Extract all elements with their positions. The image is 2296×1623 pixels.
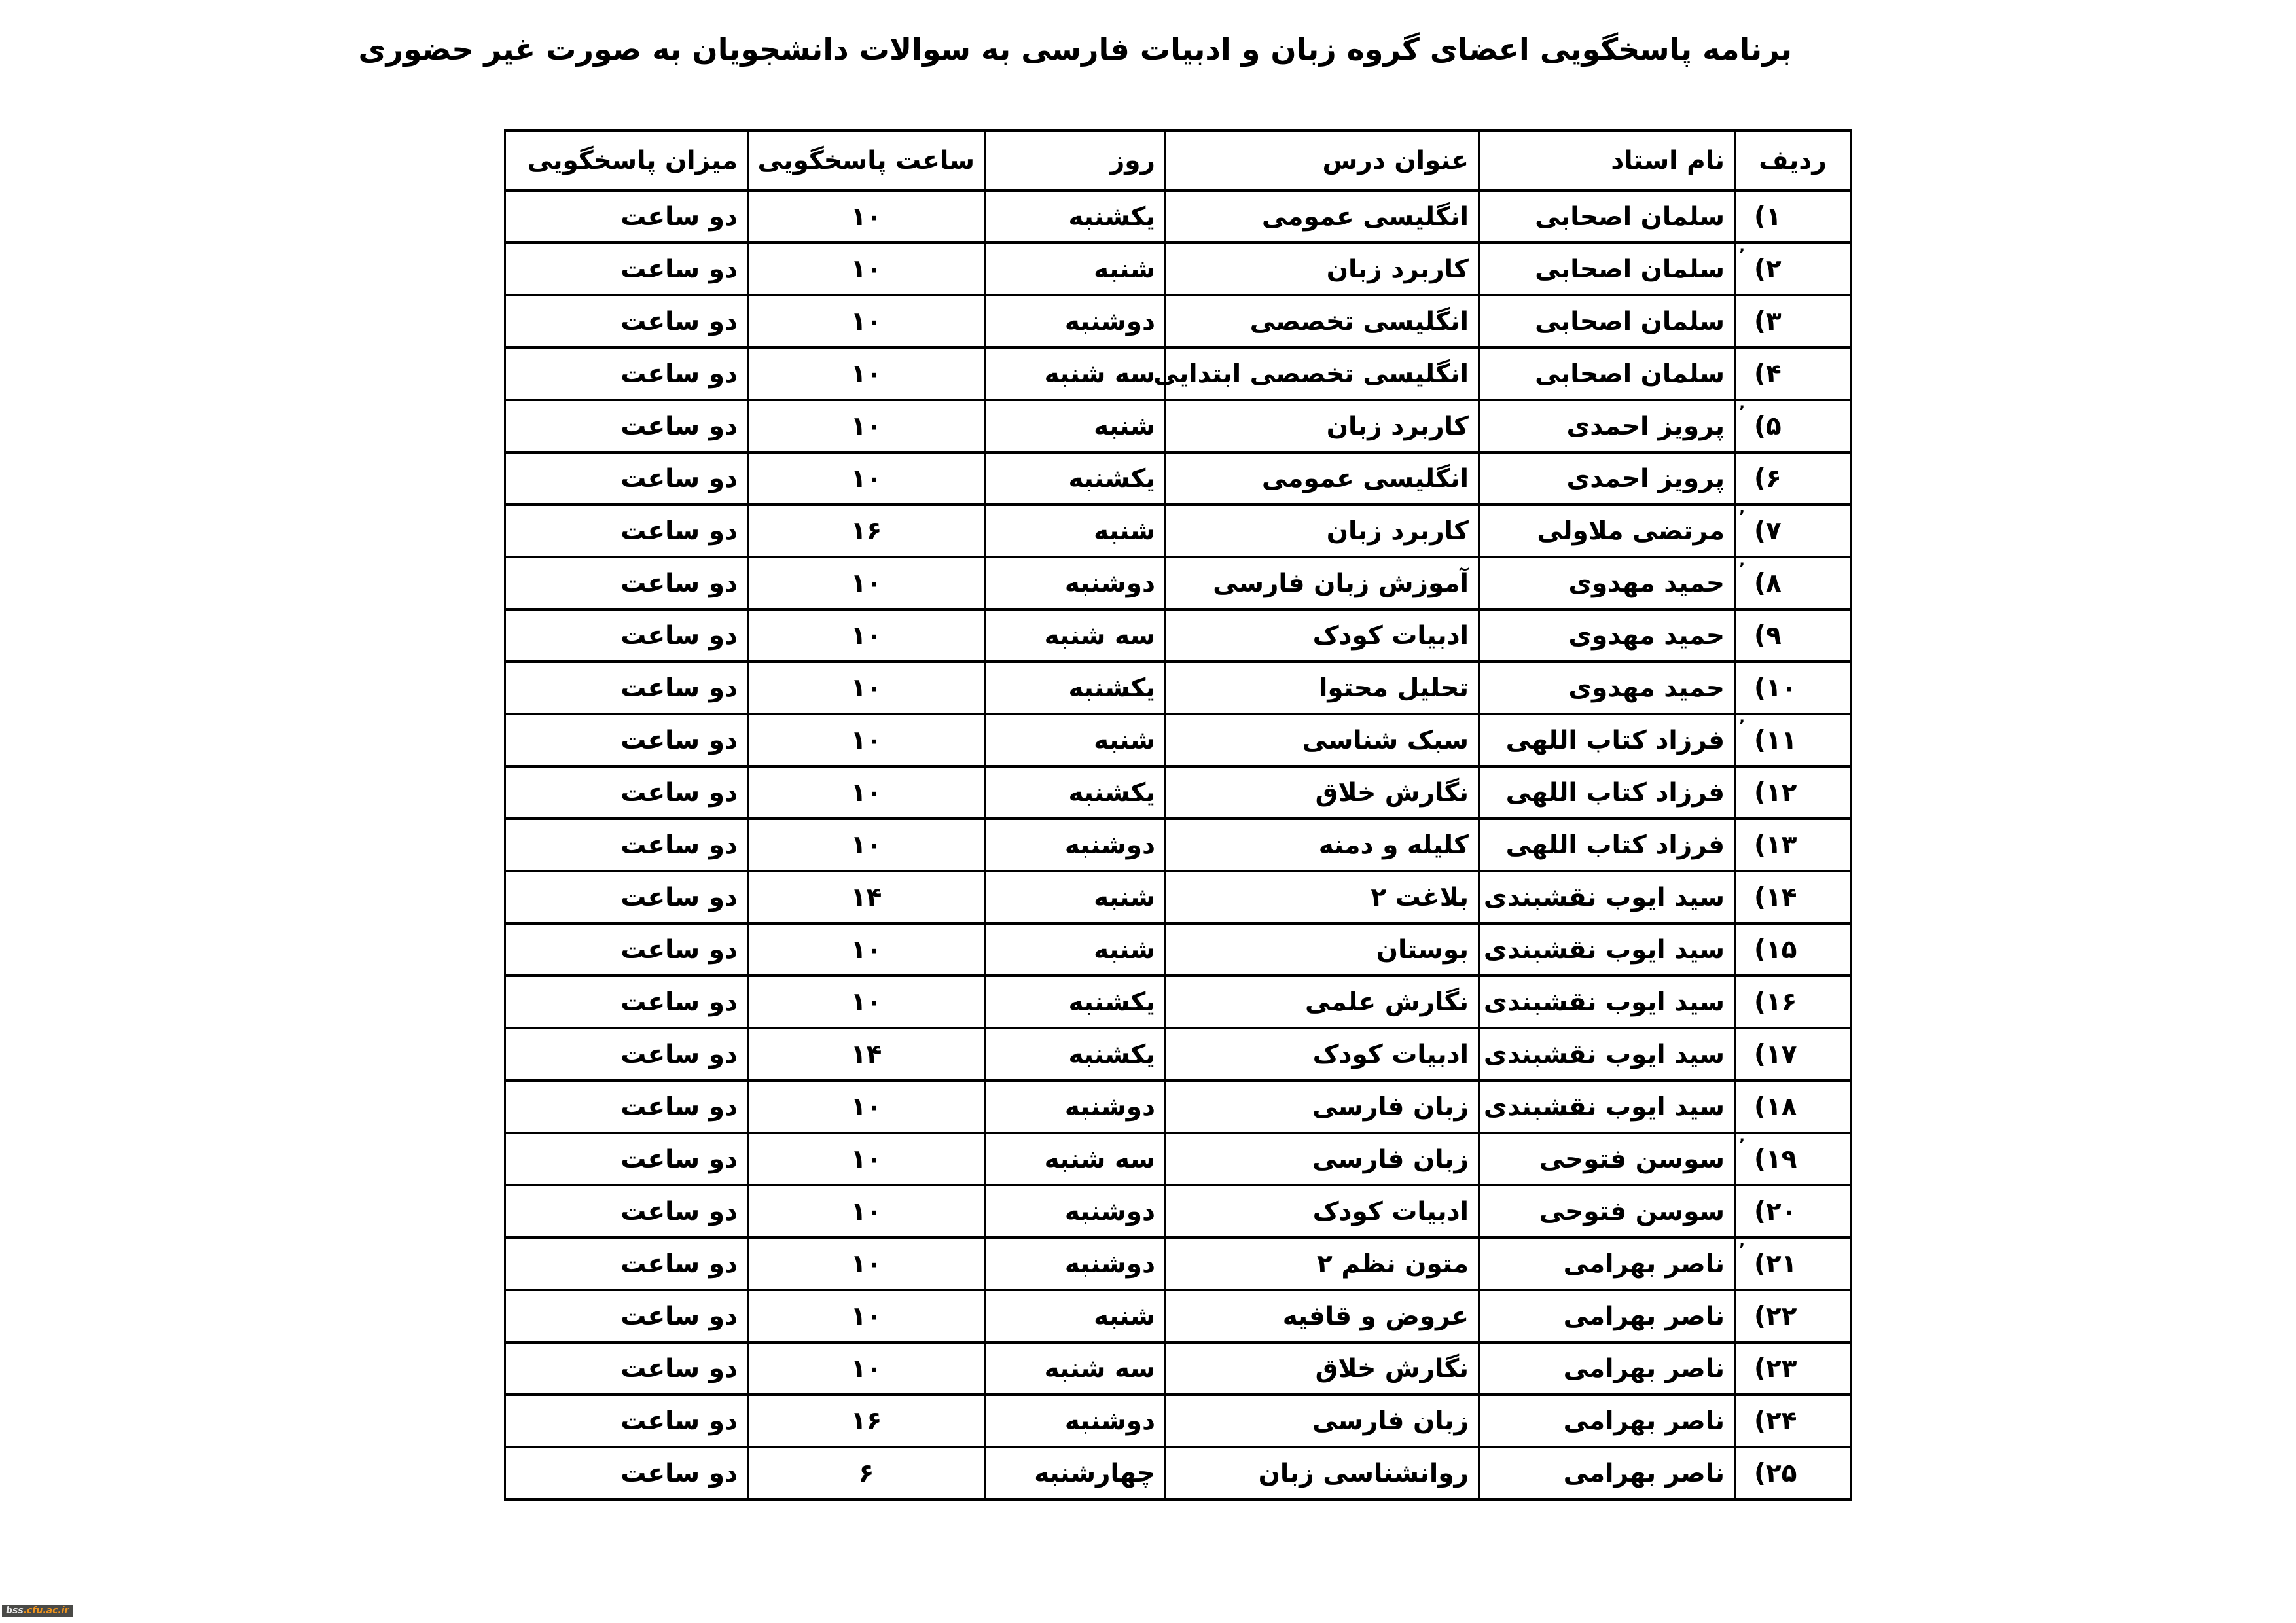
cell-answer-duration: دو ساعت	[505, 1342, 748, 1395]
cell-teacher-name: حمید مهدوی	[1479, 609, 1735, 662]
cell-row-number	[1735, 609, 1851, 662]
cell-course-title: زبان فارسی	[1166, 1395, 1479, 1447]
row-number-text: ۱۴)	[1754, 882, 1797, 912]
cell-row-number	[1735, 1342, 1851, 1395]
cell-teacher-name: سلمان اصحابی	[1479, 295, 1735, 348]
cell-teacher-name: سلمان اصحابی	[1479, 243, 1735, 295]
table-row	[505, 1133, 1851, 1185]
cell-teacher-name: سید ایوب نقشبندی	[1479, 1028, 1735, 1080]
cell-teacher-name: سید ایوب نقشبندی	[1479, 923, 1735, 976]
cell-teacher-name: فرزاد کتاب اللهی	[1479, 819, 1735, 871]
cell-row-number	[1735, 295, 1851, 348]
cell-day: دوشنبه	[985, 295, 1166, 348]
table-row	[505, 400, 1851, 452]
table-row	[505, 1395, 1851, 1447]
cell-answer-hour: ۱۰	[748, 1238, 985, 1290]
schedule-table	[504, 129, 1852, 1501]
cell-course-title: نگارش علمی	[1166, 976, 1479, 1028]
cell-row-number	[1735, 1133, 1851, 1185]
cell-answer-duration: دو ساعت	[505, 766, 748, 819]
table-row	[505, 976, 1851, 1028]
cell-teacher-name: ناصر بهرامی	[1479, 1342, 1735, 1395]
row-number-text: ۲۱)	[1754, 1249, 1797, 1279]
cell-answer-hour: ۱۰	[748, 243, 985, 295]
row-number-text: ۱۱)	[1754, 725, 1797, 755]
table-header	[505, 130, 1851, 190]
cell-answer-hour: ۱۰	[748, 714, 985, 766]
cell-teacher-name: سلمان اصحابی	[1479, 348, 1735, 400]
cell-course-title: انگلیسی تخصصی	[1166, 295, 1479, 348]
cell-answer-hour: ۱۶	[748, 505, 985, 557]
row-number-text: ۱۷)	[1754, 1039, 1797, 1069]
cell-teacher-name: سوسن فتوحی	[1479, 1185, 1735, 1238]
cell-answer-hour: ۱۰	[748, 662, 985, 714]
cell-row-number	[1735, 976, 1851, 1028]
cell-teacher-name: فرزاد کتاب اللهی	[1479, 714, 1735, 766]
cell-day: دوشنبه	[985, 1238, 1166, 1290]
table-row	[505, 243, 1851, 295]
table-row	[505, 819, 1851, 871]
cell-answer-hour: ۱۰	[748, 819, 985, 871]
cell-row-number	[1735, 819, 1851, 871]
header-row	[505, 130, 1851, 190]
cell-day: چهارشنبه	[985, 1447, 1166, 1499]
cell-row-number	[1735, 1238, 1851, 1290]
cell-answer-hour: ۱۰	[748, 1342, 985, 1395]
cell-answer-duration: دو ساعت	[505, 1290, 748, 1342]
cell-course-title: کاربرد زبان	[1166, 243, 1479, 295]
cell-answer-hour: ۱۰	[748, 976, 985, 1028]
cell-row-number	[1735, 190, 1851, 243]
cell-course-title: انگلیسی عمومی	[1166, 190, 1479, 243]
cell-teacher-name: ناصر بهرامی	[1479, 1238, 1735, 1290]
cell-day: شنبه	[985, 400, 1166, 452]
row-number-text: ۱۶)	[1754, 987, 1797, 1017]
cell-row-number	[1735, 1080, 1851, 1133]
cell-row-number	[1735, 452, 1851, 505]
row-number-text: ۳)	[1754, 306, 1782, 336]
cell-row-number	[1735, 1028, 1851, 1080]
cell-course-title: کاربرد زبان	[1166, 400, 1479, 452]
cell-course-title: آموزش زبان فارسی	[1166, 557, 1479, 609]
table-row	[505, 609, 1851, 662]
row-number-text: ۱)	[1754, 202, 1782, 232]
cell-day: دوشنبه	[985, 557, 1166, 609]
cell-answer-duration: دو ساعت	[505, 452, 748, 505]
row-number-text: ۲۵)	[1754, 1458, 1797, 1488]
table-body	[505, 190, 1851, 1499]
row-number-text: ۲۴)	[1754, 1406, 1797, 1436]
cell-course-title: زبان فارسی	[1166, 1080, 1479, 1133]
cell-teacher-name: ناصر بهرامی	[1479, 1290, 1735, 1342]
cell-answer-duration: دو ساعت	[505, 976, 748, 1028]
stray-scan-mark: ʼ	[1739, 507, 1746, 526]
cell-course-title: انگلیسی تخصصی ابتدایی	[1166, 348, 1479, 400]
cell-teacher-name: ناصر بهرامی	[1479, 1447, 1735, 1499]
cell-course-title: متون نظم ۲	[1166, 1238, 1479, 1290]
cell-row-number	[1735, 1185, 1851, 1238]
cell-course-title: کاربرد زبان	[1166, 505, 1479, 557]
cell-row-number	[1735, 871, 1851, 923]
stray-scan-mark: ʼ	[1739, 1135, 1746, 1154]
cell-answer-hour: ۱۰	[748, 1133, 985, 1185]
cell-course-title: عروض و قافیه	[1166, 1290, 1479, 1342]
cell-row-number	[1735, 714, 1851, 766]
cell-row-number	[1735, 923, 1851, 976]
cell-answer-duration: دو ساعت	[505, 1447, 748, 1499]
watermark-badge	[2, 1605, 73, 1617]
cell-course-title: روانشناسی زبان	[1166, 1447, 1479, 1499]
cell-teacher-name: سید ایوب نقشبندی	[1479, 976, 1735, 1028]
header-answer-duration: میزان پاسخگویی	[505, 130, 748, 190]
cell-teacher-name: مرتضی ملاولی	[1479, 505, 1735, 557]
cell-answer-hour: ۱۰	[748, 766, 985, 819]
row-number-text: ۸)	[1754, 568, 1782, 598]
cell-day: سه شنبه	[985, 1342, 1166, 1395]
cell-answer-hour: ۱۰	[748, 348, 985, 400]
cell-answer-hour: ۱۰	[748, 295, 985, 348]
header-row-number: ردیف	[1735, 130, 1851, 190]
cell-row-number	[1735, 400, 1851, 452]
cell-teacher-name: فرزاد کتاب اللهی	[1479, 766, 1735, 819]
cell-course-title: بوستان	[1166, 923, 1479, 976]
row-number-text: ۱۰)	[1754, 673, 1797, 703]
row-number-text: ۲)	[1754, 254, 1782, 284]
table-row	[505, 452, 1851, 505]
row-number-text: ۱۹)	[1754, 1144, 1797, 1174]
table-row	[505, 1185, 1851, 1238]
cell-course-title: ادبیات کودک	[1166, 1185, 1479, 1238]
cell-course-title: ادبیات کودک	[1166, 1028, 1479, 1080]
cell-answer-duration: دو ساعت	[505, 609, 748, 662]
cell-answer-duration: دو ساعت	[505, 819, 748, 871]
cell-teacher-name: سوسن فتوحی	[1479, 1133, 1735, 1185]
stray-scan-mark: ʼ	[1739, 1240, 1746, 1258]
table-row	[505, 871, 1851, 923]
table-row	[505, 923, 1851, 976]
header-day: روز	[985, 130, 1166, 190]
cell-day: شنبه	[985, 1290, 1166, 1342]
cell-day: دوشنبه	[985, 1185, 1166, 1238]
cell-row-number	[1735, 1447, 1851, 1499]
row-number-text: ۹)	[1754, 620, 1782, 651]
cell-day: شنبه	[985, 714, 1166, 766]
cell-answer-duration: دو ساعت	[505, 1028, 748, 1080]
cell-answer-duration: دو ساعت	[505, 295, 748, 348]
stray-scan-mark: ʼ	[1739, 560, 1746, 578]
row-number-text: ۱۵)	[1754, 935, 1797, 965]
cell-day: شنبه	[985, 871, 1166, 923]
cell-teacher-name: سید ایوب نقشبندی	[1479, 871, 1735, 923]
table-row	[505, 557, 1851, 609]
row-number-text: ۲۰)	[1754, 1196, 1797, 1226]
cell-row-number	[1735, 505, 1851, 557]
cell-answer-duration: دو ساعت	[505, 190, 748, 243]
row-number-text: ۵)	[1754, 411, 1782, 441]
cell-day: دوشنبه	[985, 1080, 1166, 1133]
cell-day: دوشنبه	[985, 819, 1166, 871]
table-row	[505, 295, 1851, 348]
cell-answer-duration: دو ساعت	[505, 1185, 748, 1238]
cell-row-number	[1735, 557, 1851, 609]
cell-day: دوشنبه	[985, 1395, 1166, 1447]
cell-course-title: کلیله و دمنه	[1166, 819, 1479, 871]
cell-answer-duration: دو ساعت	[505, 662, 748, 714]
table-row	[505, 1028, 1851, 1080]
cell-day: یکشنبه	[985, 1028, 1166, 1080]
cell-course-title: نگارش خلاق	[1166, 766, 1479, 819]
cell-answer-duration: دو ساعت	[505, 1133, 748, 1185]
cell-teacher-name: ناصر بهرامی	[1479, 1395, 1735, 1447]
row-number-text: ۴)	[1754, 359, 1782, 389]
cell-day: شنبه	[985, 243, 1166, 295]
table-row	[505, 714, 1851, 766]
cell-answer-duration: دو ساعت	[505, 505, 748, 557]
cell-course-title: ادبیات کودک	[1166, 609, 1479, 662]
table-row	[505, 190, 1851, 243]
cell-answer-hour: ۱۴	[748, 871, 985, 923]
cell-day: سه شنبه	[985, 348, 1166, 400]
cell-answer-hour: ۱۶	[748, 1395, 985, 1447]
cell-day: سه شنبه	[985, 609, 1166, 662]
cell-answer-duration: دو ساعت	[505, 557, 748, 609]
cell-answer-hour: ۱۰	[748, 923, 985, 976]
cell-day: یکشنبه	[985, 976, 1166, 1028]
cell-teacher-name: پرویز احمدی	[1479, 400, 1735, 452]
cell-answer-hour: ۱۰	[748, 190, 985, 243]
cell-answer-duration: دو ساعت	[505, 348, 748, 400]
cell-answer-duration: دو ساعت	[505, 871, 748, 923]
cell-course-title: انگلیسی عمومی	[1166, 452, 1479, 505]
row-number-text: ۱۳)	[1754, 830, 1797, 860]
cell-answer-duration: دو ساعت	[505, 243, 748, 295]
cell-answer-hour: ۱۴	[748, 1028, 985, 1080]
cell-row-number	[1735, 1290, 1851, 1342]
cell-answer-duration: دو ساعت	[505, 923, 748, 976]
stray-scan-mark: ʼ	[1739, 402, 1746, 421]
row-number-text: ۱۲)	[1754, 777, 1797, 808]
cell-answer-hour: ۱۰	[748, 1080, 985, 1133]
header-course-title: عنوان درس	[1166, 130, 1479, 190]
cell-day: یکشنبه	[985, 452, 1166, 505]
cell-day: یکشنبه	[985, 662, 1166, 714]
cell-course-title: نگارش خلاق	[1166, 1342, 1479, 1395]
cell-day: شنبه	[985, 505, 1166, 557]
cell-row-number	[1735, 243, 1851, 295]
cell-answer-duration: دو ساعت	[505, 1080, 748, 1133]
watermark-prefix: bss	[6, 1605, 24, 1616]
cell-teacher-name: پرویز احمدی	[1479, 452, 1735, 505]
cell-row-number	[1735, 348, 1851, 400]
row-number-text: ۱۸)	[1754, 1092, 1797, 1122]
cell-day: سه شنبه	[985, 1133, 1166, 1185]
cell-answer-hour: ۱۰	[748, 452, 985, 505]
page-title: برنامه پاسخگویی اعضای گروه زبان و ادبیات فارسی به سوالات دانشجویان به صورت غیر حضوری	[358, 31, 1792, 67]
cell-answer-duration: دو ساعت	[505, 714, 748, 766]
table-row	[505, 1342, 1851, 1395]
cell-day: یکشنبه	[985, 766, 1166, 819]
cell-answer-duration: دو ساعت	[505, 400, 748, 452]
header-answer-hour: ساعت پاسخگویی	[748, 130, 985, 190]
row-number-text: ۲۲)	[1754, 1301, 1797, 1331]
cell-answer-hour: ۱۰	[748, 1290, 985, 1342]
cell-teacher-name: سید ایوب نقشبندی	[1479, 1080, 1735, 1133]
cell-day: یکشنبه	[985, 190, 1166, 243]
table-row	[505, 766, 1851, 819]
cell-answer-hour: ۱۰	[748, 1185, 985, 1238]
cell-answer-hour: ۶	[748, 1447, 985, 1499]
cell-answer-duration: دو ساعت	[505, 1238, 748, 1290]
cell-row-number	[1735, 766, 1851, 819]
cell-teacher-name: سلمان اصحابی	[1479, 190, 1735, 243]
cell-row-number	[1735, 1395, 1851, 1447]
table-row	[505, 1080, 1851, 1133]
cell-row-number	[1735, 662, 1851, 714]
watermark-suffix: .cfu.ac.ir	[23, 1605, 69, 1616]
cell-day: شنبه	[985, 923, 1166, 976]
cell-answer-hour: ۱۰	[748, 609, 985, 662]
table-row	[505, 505, 1851, 557]
cell-answer-hour: ۱۰	[748, 400, 985, 452]
row-number-text: ۶)	[1754, 463, 1782, 493]
row-number-text: ۷)	[1754, 516, 1782, 546]
table-row	[505, 662, 1851, 714]
table-row	[505, 1290, 1851, 1342]
stray-scan-mark: ʼ	[1739, 245, 1746, 264]
cell-course-title: سبک شناسی	[1166, 714, 1479, 766]
cell-course-title: زبان فارسی	[1166, 1133, 1479, 1185]
cell-answer-hour: ۱۰	[748, 557, 985, 609]
table-row	[505, 1238, 1851, 1290]
cell-course-title: تحلیل محتوا	[1166, 662, 1479, 714]
cell-teacher-name: حمید مهدوی	[1479, 662, 1735, 714]
cell-teacher-name: حمید مهدوی	[1479, 557, 1735, 609]
stray-scan-mark: ʼ	[1739, 717, 1746, 735]
table-row	[505, 348, 1851, 400]
cell-course-title: بلاغت ۲	[1166, 871, 1479, 923]
row-number-text: ۲۳)	[1754, 1353, 1797, 1383]
header-teacher-name: نام استاد	[1479, 130, 1735, 190]
table-row	[505, 1447, 1851, 1499]
cell-answer-duration: دو ساعت	[505, 1395, 748, 1447]
